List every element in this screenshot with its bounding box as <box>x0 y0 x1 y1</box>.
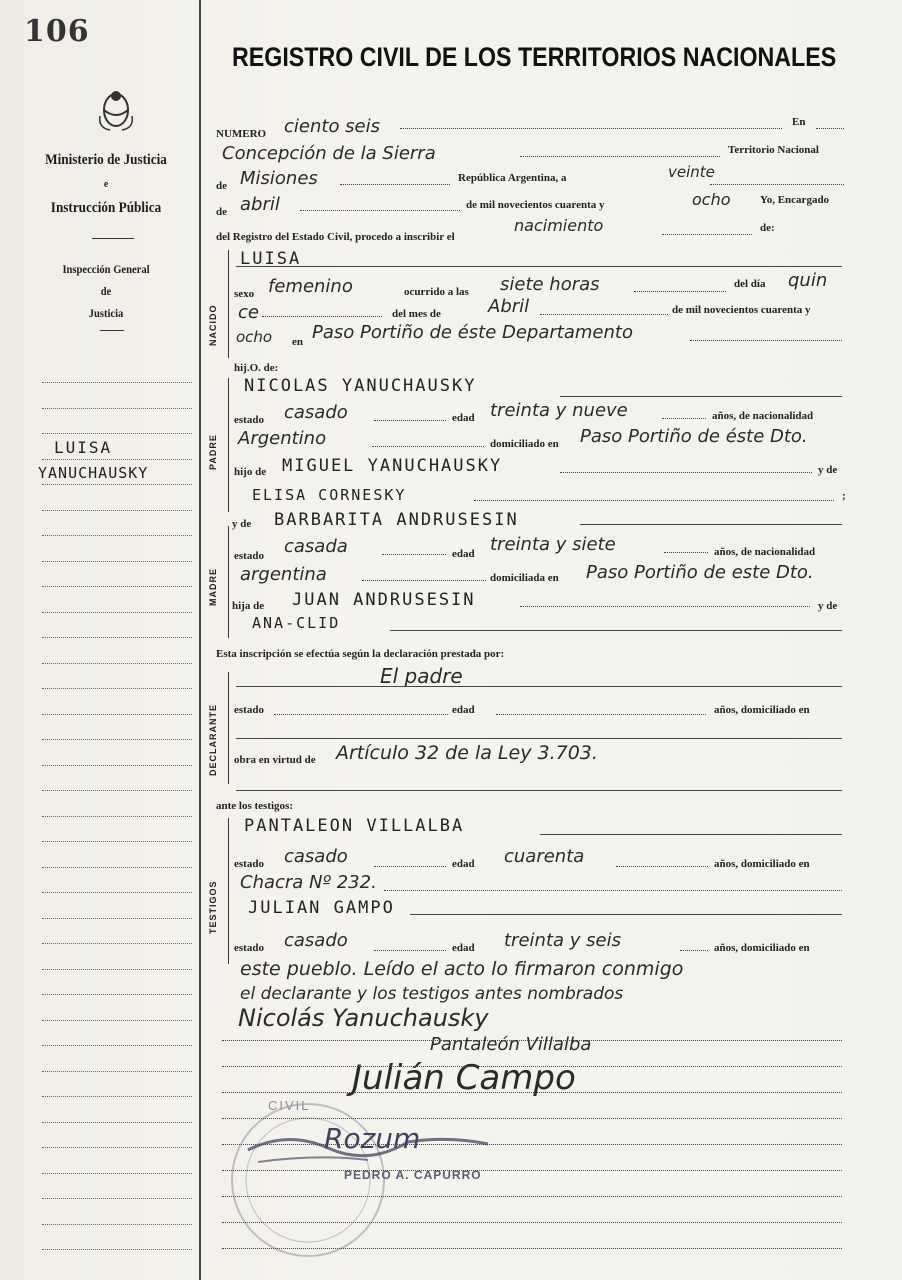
fill-line <box>236 266 842 267</box>
margin-dotted-line <box>42 1224 192 1225</box>
ministry-line1: Ministerio de Justicia <box>45 152 167 168</box>
section-label-declarante: DECLARANTE <box>208 704 218 776</box>
fill-line <box>384 890 842 891</box>
de-colon: de: <box>760 222 775 234</box>
year-value: ocho <box>692 190 731 209</box>
margin-dotted-line <box>42 1122 192 1123</box>
domiciliado-label: años, domiciliado en <box>714 942 810 954</box>
year-label: de mil novecientos cuarenta y <box>466 199 605 211</box>
father-estado: casado <box>284 402 348 423</box>
nacionalidad-label: años, de nacionalidad <box>714 546 816 558</box>
inspection-de: de <box>100 284 112 298</box>
margin-divider <box>199 0 201 1280</box>
fill-line <box>662 418 706 419</box>
section-label-padre: PADRE <box>208 434 218 470</box>
margin-dotted-line <box>42 1249 192 1250</box>
fill-line <box>634 291 726 292</box>
domiciliado-label: años, domiciliado en <box>714 704 810 716</box>
dia-value-2: ce <box>238 302 259 323</box>
section-bracket <box>228 526 229 638</box>
fill-line <box>222 1222 842 1223</box>
signature-witness2: Julián Campo <box>352 1058 576 1098</box>
mother-nacionalidad: argentina <box>240 564 327 585</box>
mother-edad: treinta y siete <box>490 534 616 555</box>
margin-dotted-line <box>42 1045 192 1046</box>
margin-dotted-line <box>42 841 192 842</box>
section-label-madre: MADRE <box>208 568 218 606</box>
fill-line <box>222 1066 842 1067</box>
fill-line <box>616 866 708 867</box>
margin-dotted-line <box>42 663 192 664</box>
declaration-intro: Esta inscripción se efectúa según la declaración prestada por: <box>216 648 505 660</box>
domiciliada-label: domiciliada en <box>490 572 559 584</box>
fill-line <box>362 580 486 581</box>
fill-line <box>222 1248 842 1249</box>
margin-dotted-line <box>42 1173 192 1174</box>
margin-dotted-line <box>42 612 192 613</box>
dia-value-1: quin <box>788 270 828 291</box>
place-value: Concepción de la Sierra <box>222 143 436 164</box>
section-label-testigos: TESTIGOS <box>208 880 218 934</box>
fill-line <box>374 420 446 421</box>
margin-dotted-line <box>42 816 192 817</box>
page-number: 106 <box>24 14 90 49</box>
dia-label: del día <box>734 278 766 290</box>
fill-line <box>474 500 834 501</box>
fill-line <box>680 950 708 951</box>
fill-line <box>382 554 446 555</box>
de-label: de <box>216 206 227 218</box>
fill-line <box>816 128 844 129</box>
margin-dotted-line <box>42 1071 192 1072</box>
en-label: En <box>792 116 806 128</box>
en-label: en <box>292 336 303 348</box>
margin-dotted-line <box>42 943 192 944</box>
mes-label: del mes de <box>392 308 441 320</box>
semicolon: ; <box>842 490 846 502</box>
maternal-grandfather: JUAN ANDRUSESIN <box>292 590 476 610</box>
margin-dotted-line <box>42 382 192 383</box>
fill-line <box>662 234 752 235</box>
republica-label: República Argentina, a <box>458 172 567 184</box>
separator <box>92 238 134 239</box>
edad-label: edad <box>452 412 475 424</box>
estado-label: estado <box>234 942 264 954</box>
territory-value: Misiones <box>240 168 318 189</box>
mother-estado: casada <box>284 536 348 557</box>
act-value: nacimiento <box>514 216 604 235</box>
fill-line <box>710 184 844 185</box>
father-domicilio: Paso Portiño de éste Dto. <box>580 426 808 447</box>
fill-line <box>410 914 842 915</box>
fill-line <box>222 1144 842 1145</box>
estado-label: estado <box>234 550 264 562</box>
registro-label: del Registro del Estado Civil, procedo a inscribir el <box>216 231 455 243</box>
witness2-estado: casado <box>284 930 348 951</box>
fill-line <box>236 790 842 791</box>
nacionalidad-label: años, de nacionalidad <box>712 410 814 422</box>
fill-line <box>560 396 842 397</box>
fill-line <box>664 552 708 553</box>
time-value: siete horas <box>500 274 600 295</box>
father-name: NICOLAS YANUCHAUSKY <box>244 376 477 396</box>
inspection-line1: Inspección General <box>62 262 150 276</box>
margin-dotted-line <box>42 561 192 562</box>
numero-value: ciento seis <box>284 116 381 137</box>
fill-line <box>560 472 812 473</box>
estado-label: estado <box>234 704 264 716</box>
section-bracket <box>228 672 229 784</box>
hijo-label: hij.O. de: <box>234 362 279 374</box>
margin-dotted-line <box>42 790 192 791</box>
mes-value: Abril <box>488 296 530 317</box>
fill-line <box>222 1040 842 1041</box>
coat-of-arms-icon <box>96 86 136 137</box>
month-value: abril <box>240 194 280 215</box>
de-label: de <box>216 180 227 192</box>
fill-line <box>540 834 842 835</box>
hija-de-label: hija de <box>232 600 265 612</box>
child-name: LUISA <box>240 249 302 269</box>
fill-line <box>400 128 782 129</box>
fill-line <box>222 1092 842 1093</box>
obra-value: Artículo 32 de la Ley 3.703. <box>336 742 598 764</box>
margin-dotted-line <box>42 637 192 638</box>
margin-dotted-line <box>42 867 192 868</box>
section-label-nacido: NACIDO <box>208 304 218 346</box>
section-bracket <box>228 378 229 512</box>
nacido-year-value: ocho <box>236 328 273 346</box>
mother-name: BARBARITA ANDRUSESIN <box>274 510 519 530</box>
margin-dotted-line <box>42 765 192 766</box>
edad-label: edad <box>452 548 475 560</box>
page-title: REGISTRO CIVIL DE LOS TERRITORIOS NACIONALES <box>232 42 837 72</box>
estado-label: estado <box>234 858 264 870</box>
margin-name-last: YANUCHAUSKY <box>38 464 149 482</box>
father-nacionalidad: Argentino <box>238 428 327 449</box>
stamp-registrar-name: PEDRO A. CAPURRO <box>344 1168 482 1182</box>
witness2-name: JULIAN GAMPO <box>248 898 395 918</box>
witness1-name: PANTALEON VILLALBA <box>244 816 465 836</box>
fill-line <box>222 1170 842 1171</box>
fill-line <box>236 686 842 687</box>
y-de-label: y de <box>818 464 838 476</box>
estado-label: estado <box>234 414 264 426</box>
domiciliado-label: domiciliado en <box>490 438 559 450</box>
edad-label: edad <box>452 704 475 716</box>
fill-line <box>374 950 446 951</box>
margin-dotted-line <box>42 892 192 893</box>
margin-dotted-line <box>42 459 192 460</box>
fill-line <box>520 156 720 157</box>
fill-line <box>300 210 460 211</box>
margin-dotted-line <box>42 969 192 970</box>
margin-dotted-line <box>42 535 192 536</box>
fill-line <box>690 340 842 341</box>
margin-dotted-line <box>42 408 192 409</box>
margin-dotted-line <box>42 510 192 511</box>
witness1-edad: cuarenta <box>504 846 585 867</box>
margin-dotted-line <box>42 1147 192 1148</box>
inspection-line2: Justicia <box>88 306 124 320</box>
edad-label: edad <box>452 942 475 954</box>
margin-name-first: LUISA <box>54 438 113 457</box>
sexo-value: femenino <box>268 276 353 297</box>
stamp-top-text: CIVIL <box>268 1098 311 1113</box>
margin-dotted-line <box>42 1198 192 1199</box>
witness1-estado: casado <box>284 846 348 867</box>
fill-line <box>580 524 842 525</box>
margin-dotted-line <box>42 1096 192 1097</box>
section-bracket <box>228 250 229 358</box>
margin-dotted-line <box>42 1020 192 1021</box>
hijo-de-label: hijo de <box>234 466 267 478</box>
margin-dotted-line <box>42 739 192 740</box>
territorio-label: Territorio Nacional <box>728 144 819 156</box>
fill-line <box>372 446 484 447</box>
paternal-grandfather: MIGUEL YANUCHAUSKY <box>282 456 503 476</box>
signature-father: Nicolás Yanuchausky <box>238 1004 489 1032</box>
official-stamp <box>228 1090 548 1270</box>
obra-label: obra en virtud de <box>234 754 316 766</box>
fill-line <box>222 1118 842 1119</box>
signature-registrar: Rozum <box>324 1122 421 1155</box>
witnesses-intro: ante los testigos: <box>216 800 293 812</box>
separator <box>100 330 124 331</box>
sexo-label: sexo <box>234 288 255 300</box>
margin-dotted-line <box>42 918 192 919</box>
closing-text-1: este pueblo. Leído el acto lo firmaron conmigo <box>240 958 684 980</box>
fill-line <box>390 630 842 631</box>
ministry-line2: Instrucción Pública <box>50 200 162 216</box>
fill-line <box>262 316 382 317</box>
fill-line <box>274 714 448 715</box>
margin-dotted-line <box>42 688 192 689</box>
y-de-label: y de <box>232 518 252 530</box>
fill-line <box>222 1196 842 1197</box>
fill-line <box>520 606 810 607</box>
nacido-year-label: de mil novecientos cuarenta y <box>672 304 811 316</box>
fill-line <box>374 866 446 867</box>
margin-dotted-line <box>42 714 192 715</box>
fill-line <box>496 714 706 715</box>
fill-line <box>236 738 842 739</box>
yo-label: Yo, Encargado <box>760 194 830 206</box>
fill-line <box>540 314 668 315</box>
witness1-domicilio: Chacra Nº 232. <box>240 872 377 893</box>
fill-line <box>340 184 450 185</box>
witness2-edad: treinta y seis <box>504 930 621 951</box>
numero-label: NUMERO <box>216 128 267 140</box>
ministry-e: e <box>103 178 109 190</box>
domiciliado-label: años, domiciliado en <box>714 858 810 870</box>
signature-witness1: Pantaleón Villalba <box>430 1034 592 1055</box>
margin-dotted-line <box>42 586 192 587</box>
margin-dotted-line <box>42 484 192 485</box>
closing-text-2: el declarante y los testigos antes nombrados <box>240 984 624 1004</box>
ocurrido-label: ocurrido a las <box>404 286 469 298</box>
maternal-grandmother: ANA-CLID <box>252 614 341 632</box>
edad-label: edad <box>452 858 475 870</box>
day-value: veinte <box>668 163 715 181</box>
margin-dotted-line <box>42 994 192 995</box>
paternal-grandmother: ELISA CORNESKY <box>252 486 407 504</box>
declarant-name: El padre <box>380 664 463 688</box>
mother-domicilio: Paso Portiño de este Dto. <box>586 562 814 583</box>
section-bracket <box>228 818 229 964</box>
y-de-label: y de <box>818 600 838 612</box>
margin-dotted-line <box>42 433 192 434</box>
father-edad: treinta y nueve <box>490 400 628 421</box>
birth-place: Paso Portiño de éste Departamento <box>312 322 633 343</box>
